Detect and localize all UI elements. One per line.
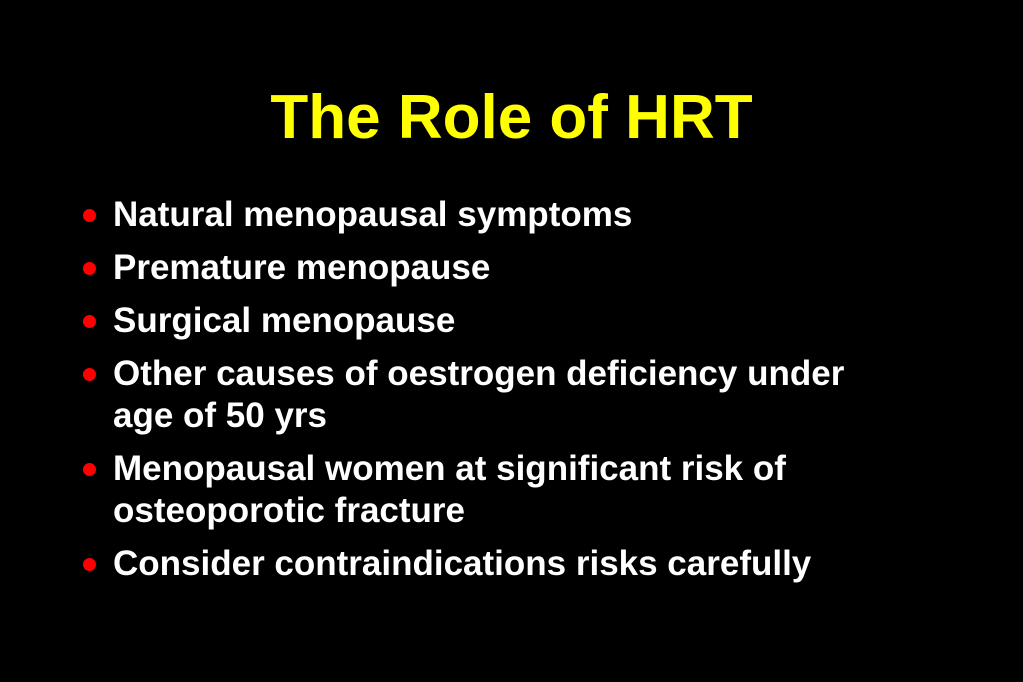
red-dot-bullet-icon: [83, 558, 96, 571]
bullet-item: [80, 448, 943, 532]
bullet-text: Natural menopausal symptoms: [113, 195, 633, 234]
red-dot-bullet-icon: [83, 209, 96, 222]
bullet-text: Consider contraindications risks carefully: [113, 544, 812, 583]
bullet-text: Menopausal women at significant risk of osteoporotic fracture: [113, 449, 786, 530]
bullet-text: Premature menopause: [113, 248, 491, 287]
bullet-item: [80, 194, 980, 236]
red-dot-bullet-icon: [83, 463, 96, 476]
bullet-text: Other causes of oestrogen deficiency under age of 50 yrs: [113, 354, 845, 435]
bullet-item: [80, 247, 980, 289]
red-dot-bullet-icon: [83, 368, 96, 381]
bullet-item: [80, 353, 883, 437]
bullet-item: [80, 300, 980, 342]
bullet-list: [80, 194, 980, 596]
red-dot-bullet-icon: [83, 262, 96, 275]
slide-title: The Role of HRT: [270, 83, 753, 152]
bullet-item: [80, 543, 980, 585]
red-dot-bullet-icon: [83, 315, 96, 328]
bullet-text: Surgical menopause: [113, 301, 456, 340]
